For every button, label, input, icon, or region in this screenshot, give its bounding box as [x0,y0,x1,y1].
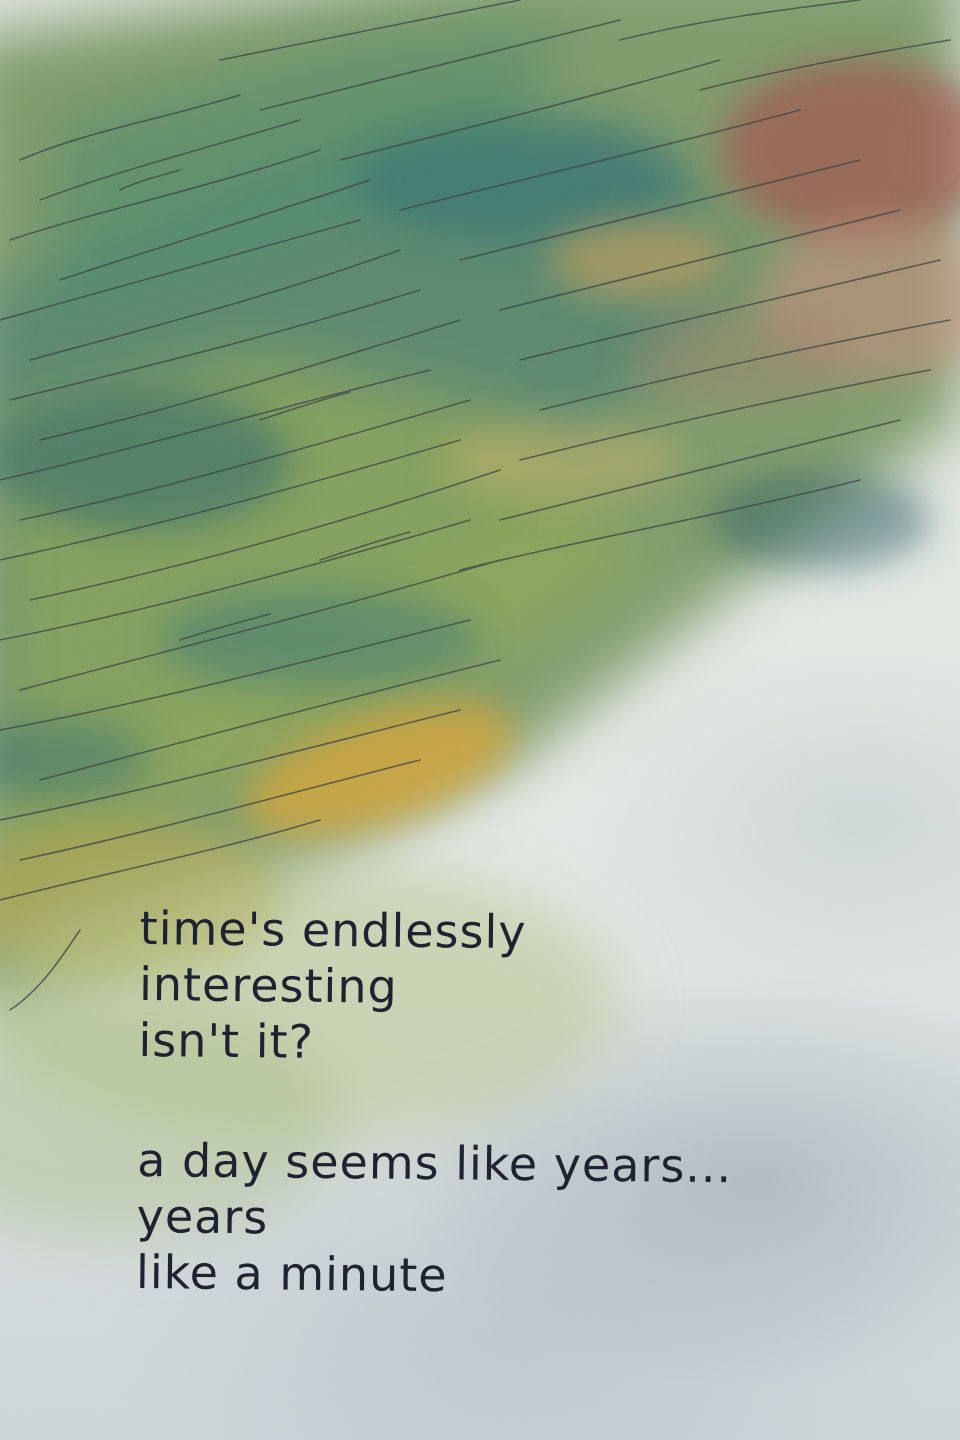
poem-line-6: like a minute [135,1244,448,1303]
poem-line-5: years [136,1188,269,1245]
poem-line-1: time's endlessly [139,900,527,960]
stanza-gap [138,1068,819,1139]
poem-line-2: interesting [138,956,398,1014]
poem-line-3: isn't it? [138,1012,315,1069]
poem-line-4: a day seems like years... [136,1132,733,1194]
handwritten-poem [136,900,820,1307]
